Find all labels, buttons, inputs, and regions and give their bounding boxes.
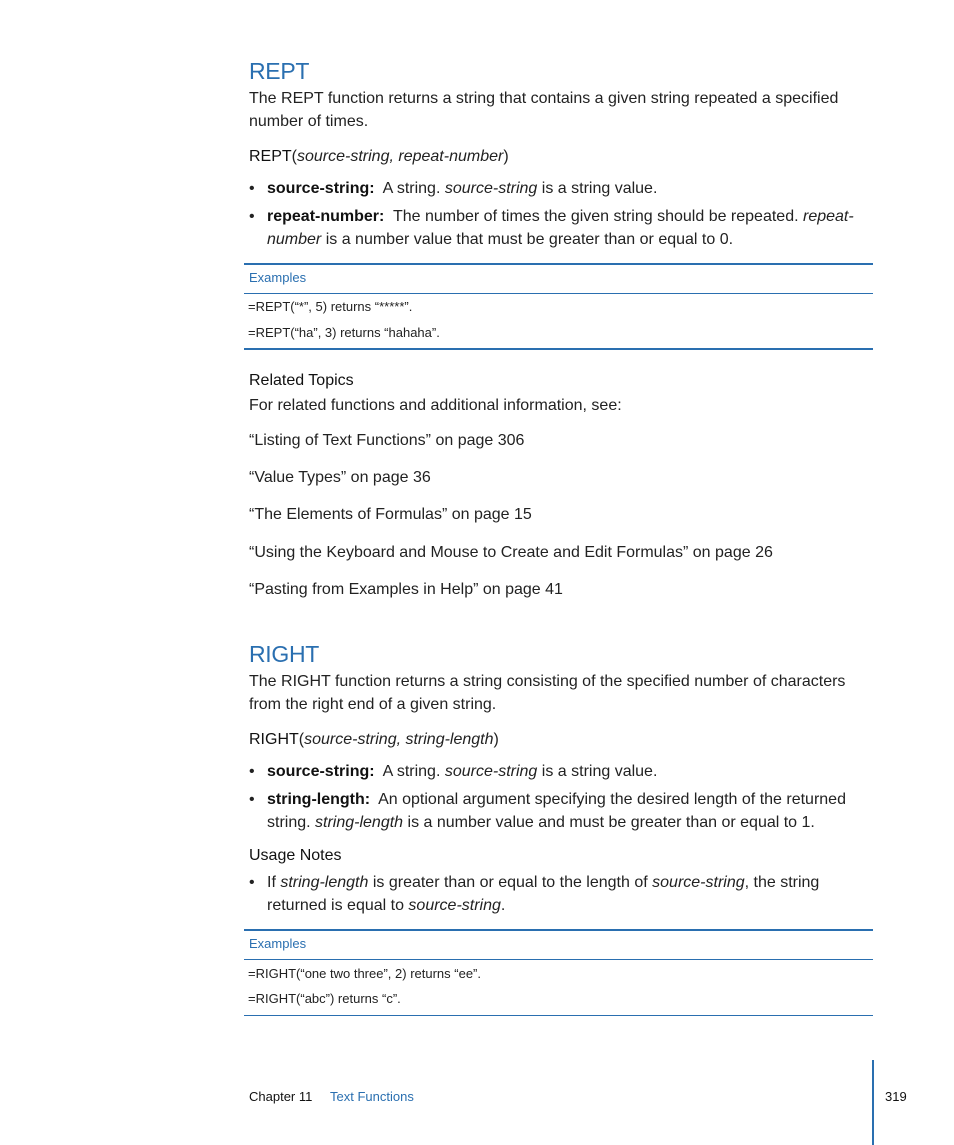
arg-term: source-string: [267, 180, 375, 197]
right-syntax [249, 731, 499, 749]
footer-section-link[interactable]: Text Functions [330, 1089, 414, 1104]
arg-italic: string-length [315, 814, 404, 831]
bullet-dot: • [249, 763, 255, 780]
arg-text: is a string value. [537, 180, 658, 197]
right-arg-source-string [249, 760, 869, 783]
arg-term: repeat-number: [267, 208, 385, 225]
usage-text: . [500, 897, 506, 914]
arg-text: A string. [382, 180, 445, 197]
usage-note [249, 871, 869, 917]
arg-text: An optional argument specifying the desired length of the returned [378, 791, 846, 808]
bullet-dot: • [249, 874, 255, 891]
rept-description-line-2: number of times. [249, 113, 369, 130]
right-description-line-1: The RIGHT function returns a string consisting of the specified number of characters [249, 673, 846, 690]
right-examples-box [244, 929, 873, 1017]
arg-term: source-string: [267, 763, 375, 780]
examples-bottom-rule [244, 1015, 873, 1016]
right-description [249, 670, 869, 716]
rept-syntax-open: ( [291, 148, 297, 165]
arg-italic: number [267, 231, 322, 248]
arg-term: string-length: [267, 791, 371, 808]
rept-examples-box [244, 263, 873, 350]
related-topics-heading: Related Topics [249, 372, 354, 389]
right-arg-string-length-text [267, 788, 869, 834]
rept-description-line-1: The REPT function returns a string that contains a given string repeated a specified [249, 90, 839, 107]
rept-arg-source-string-text [267, 177, 869, 200]
usage-italic: source-string [408, 897, 501, 914]
rept-syntax-close: ) [503, 148, 509, 165]
arg-text: string. [267, 814, 316, 831]
example-line: =REPT(“*”, 5) returns “*****”. [248, 299, 413, 314]
rept-syntax-args: source-string, repeat-number [297, 148, 504, 165]
footer-divider [872, 1060, 874, 1145]
usage-text: is greater than or equal to the length of [368, 874, 653, 891]
related-link-value-types[interactable]: “Value Types” on page 36 [249, 469, 431, 486]
arg-text: is a number value that must be greater than or equal to 0. [321, 231, 734, 248]
right-syntax-name: RIGHT [249, 731, 299, 748]
right-description-line-2: from the right end of a given string. [249, 696, 497, 713]
examples-header-rule [244, 293, 873, 294]
example-line: =RIGHT(“one two three”, 2) returns “ee”. [248, 966, 481, 981]
right-heading: RIGHT [249, 641, 320, 667]
examples-top-rule [244, 929, 873, 931]
right-arg-source-string-text [267, 760, 869, 783]
arg-italic: source-string [444, 763, 538, 780]
arg-italic: repeat- [802, 208, 854, 225]
usage-text: returned is equal to [267, 897, 409, 914]
related-link-listing-text-functions[interactable]: “Listing of Text Functions” on page 306 [249, 432, 525, 449]
rept-arg-source-string [249, 177, 869, 200]
rept-heading: REPT [249, 58, 310, 84]
usage-text: , the string [744, 874, 820, 891]
arg-italic: source-string [444, 180, 538, 197]
rept-syntax [249, 148, 509, 166]
footer-chapter: Chapter 11 [249, 1089, 313, 1104]
related-link-keyboard-mouse[interactable]: “Using the Keyboard and Mouse to Create and Edit Formulas” on page 26 [249, 544, 773, 561]
bullet-dot: • [249, 791, 255, 808]
rept-syntax-name: REPT [249, 148, 292, 165]
usage-notes-heading: Usage Notes [249, 847, 342, 864]
bullet-dot: • [249, 180, 255, 197]
related-link-pasting-examples[interactable]: “Pasting from Examples in Help” on page 41 [249, 581, 563, 598]
right-syntax-close: ) [493, 731, 499, 748]
usage-italic: source-string [652, 874, 745, 891]
page-number: 319 [885, 1089, 907, 1104]
examples-top-rule [244, 263, 873, 265]
arg-text: is a string value. [537, 763, 658, 780]
rept-arg-repeat-number [249, 205, 869, 251]
examples-header-rule [244, 959, 873, 960]
rept-arg-repeat-number-text [267, 205, 869, 251]
usage-note-text [267, 871, 869, 917]
examples-label: Examples [249, 936, 307, 951]
example-line: =REPT(“ha”, 3) returns “hahaha”. [248, 325, 440, 340]
related-topics-intro: For related functions and additional information, see: [249, 397, 622, 414]
arg-text: The number of times the given string should be repeated. [392, 208, 803, 225]
right-arg-string-length [249, 788, 869, 834]
right-syntax-args: source-string, string-length [304, 731, 494, 748]
rept-description [249, 87, 869, 133]
example-line: =RIGHT(“abc”) returns “c”. [248, 991, 401, 1006]
right-syntax-open: ( [298, 731, 305, 748]
arg-text: is a number value and must be greater than or equal to 1. [403, 814, 815, 831]
examples-label: Examples [249, 270, 307, 285]
bullet-dot: • [249, 208, 255, 225]
usage-italic: string-length [280, 874, 369, 891]
usage-text: If [267, 874, 281, 891]
arg-text: A string. [382, 763, 445, 780]
examples-bottom-rule [244, 348, 873, 350]
related-link-elements-of-formulas[interactable]: “The Elements of Formulas” on page 15 [249, 506, 532, 523]
